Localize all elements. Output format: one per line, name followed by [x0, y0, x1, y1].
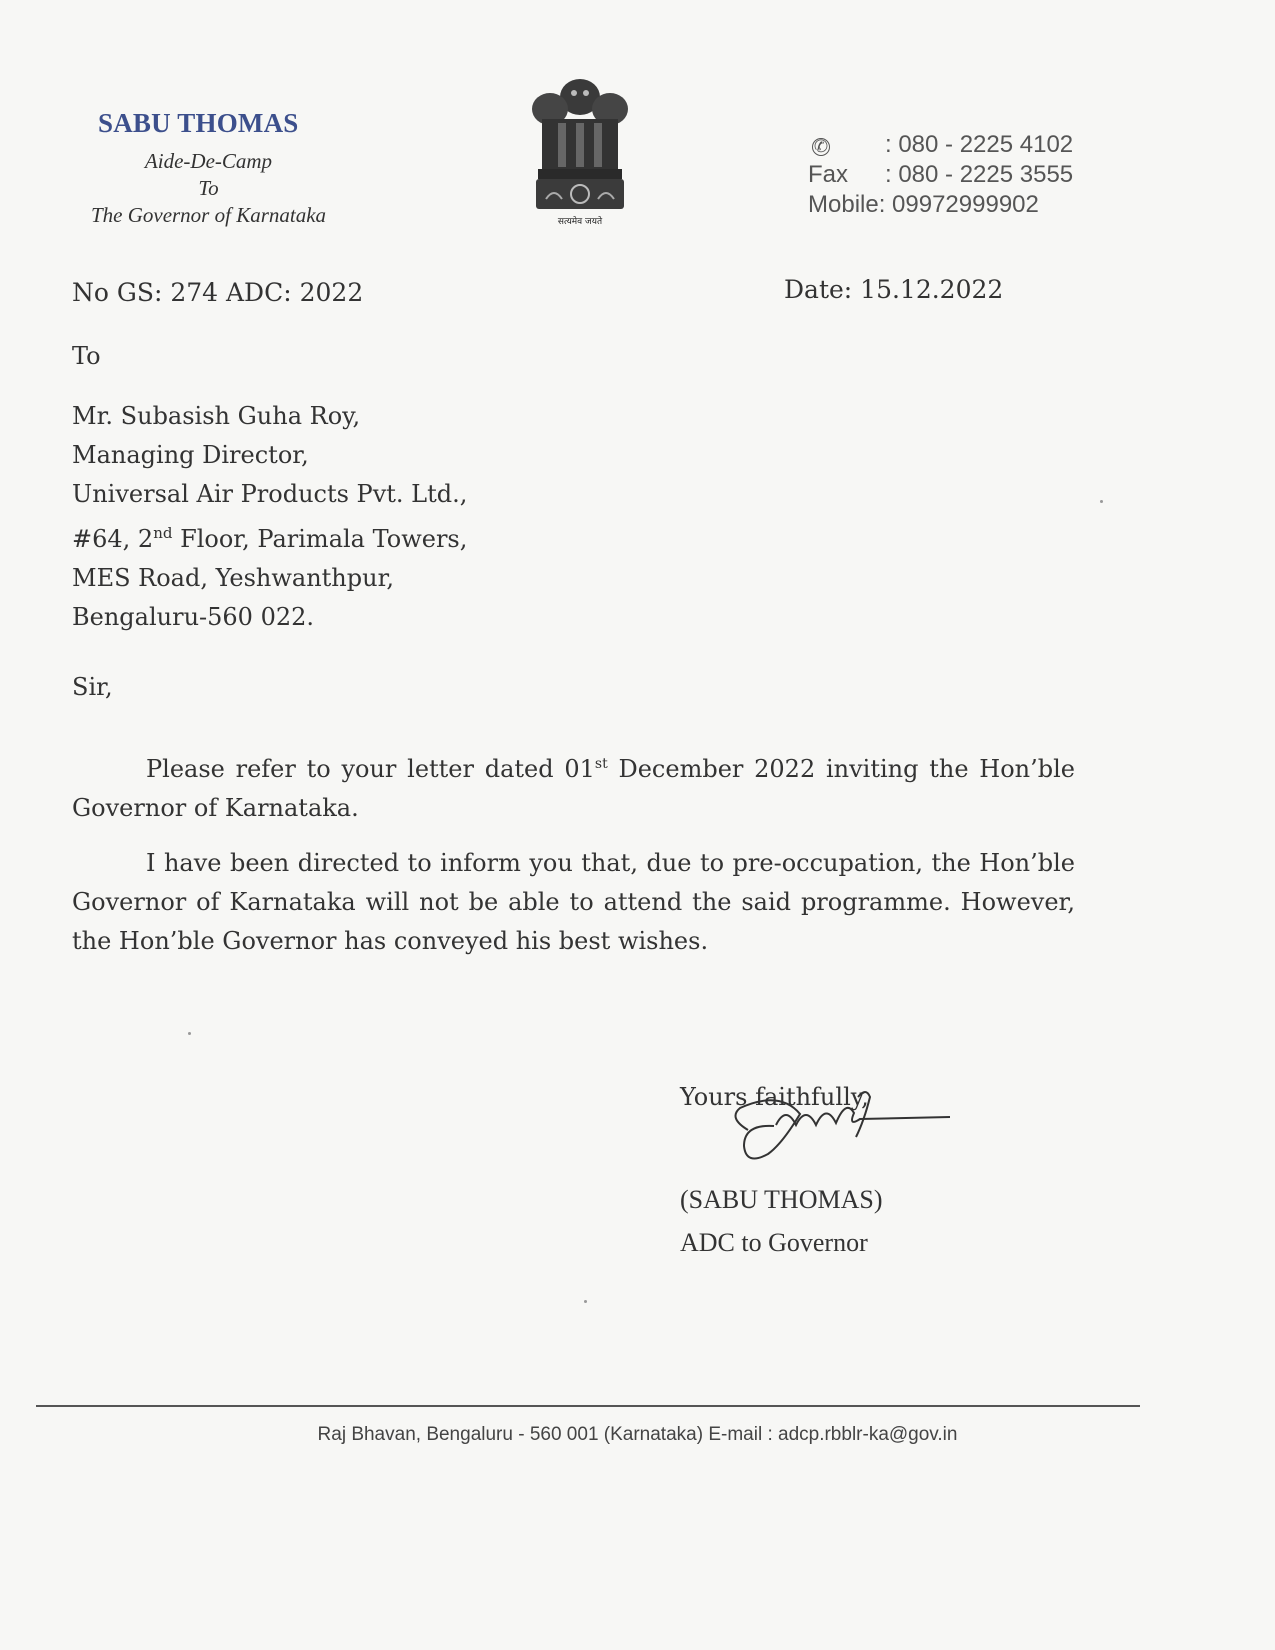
body-paragraph-1: Please refer to your letter dated 01st December 2022 inviting the Hon’ble Governor of Karnataka. — [72, 755, 1075, 822]
national-emblem-icon — [528, 75, 632, 233]
footer-address: Raj Bhavan, Bengaluru - 560 001 (Karnataka) E-mail : adcp.rbblr-ka@gov.in — [317, 1424, 958, 1445]
mobile-value: : 09972999902 — [878, 191, 1039, 218]
letterhead-role — [66, 148, 351, 229]
scan-speck — [188, 1032, 191, 1035]
closing: Yours faithfully, — [680, 1083, 869, 1111]
fax-value: : 080 - 2225 3555 — [885, 161, 1074, 188]
telephone-icon: ✆ — [813, 137, 829, 156]
role-line-3: The Governor of Karnataka — [90, 203, 327, 227]
recipient-address-line-2: MES Road, Yeshwanthpur, — [72, 564, 395, 592]
mobile-row — [808, 190, 1073, 220]
recipient-title: Managing Director, — [72, 441, 309, 469]
signatory-name: (SABU THOMAS) — [680, 1185, 883, 1214]
fax-label: Fax — [808, 161, 849, 188]
phone-row — [808, 130, 1073, 160]
scan-speck — [1100, 500, 1103, 503]
to-label: To — [72, 342, 101, 370]
role-line-2: To — [198, 176, 219, 200]
letterhead-name: SABU THOMAS — [98, 108, 299, 138]
recipient-address — [72, 397, 467, 637]
fax-row — [808, 160, 1073, 190]
scan-speck — [584, 1300, 587, 1303]
role-line-1: Aide-De-Camp — [144, 149, 273, 173]
contact-block — [808, 130, 1073, 220]
footer-divider — [36, 1405, 1140, 1407]
salutation: Sir, — [72, 673, 113, 701]
recipient-name: Mr. Subasish Guha Roy, — [72, 402, 361, 430]
phone-value: : 080 - 2225 4102 — [885, 131, 1074, 158]
letter-date: Date: 15.12.2022 — [784, 275, 1004, 304]
recipient-company: Universal Air Products Pvt. Ltd., — [72, 480, 468, 508]
mobile-label: Mobile — [808, 191, 879, 218]
reference-number: No GS: 274 ADC: 2022 — [72, 278, 364, 307]
recipient-address-line-1: #64, 2nd Floor, Parimala Towers, — [72, 524, 468, 553]
body-paragraph-2: I have been directed to inform you that, due to pre-occupation, the Hon’ble Governor of Karnataka will not be able to attend the said programme. However, the Hon’ble Governor has conveyed his best wishes. — [72, 849, 1075, 955]
emblem-motto: सत्यमेव जयते — [557, 217, 603, 227]
recipient-address-line-3: Bengaluru-560 022. — [72, 603, 315, 631]
signatory-title: ADC to Governor — [680, 1228, 868, 1257]
